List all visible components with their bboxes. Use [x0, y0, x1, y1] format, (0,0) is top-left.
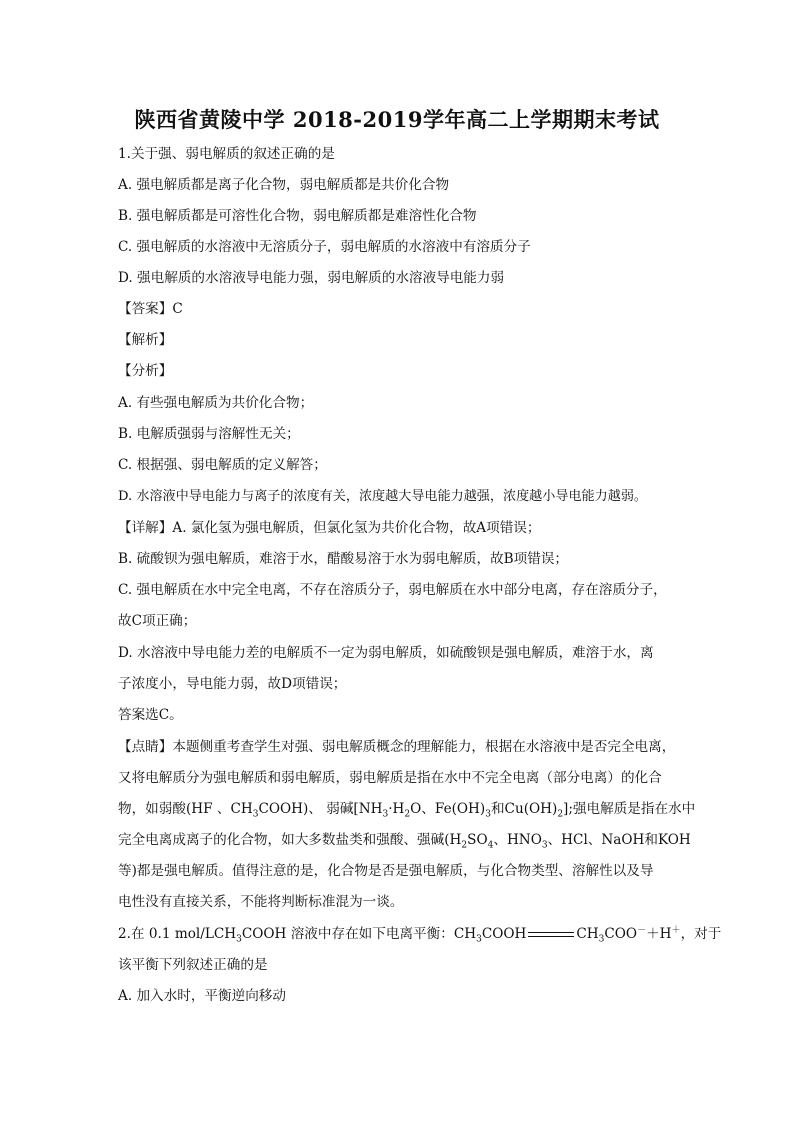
- point-line-2: 又将电解质分为强电解质和弱电解质，弱电解质是指在水中不完全电离（部分电离）的化合: [118, 770, 662, 786]
- analysis-d: D. 水溶液中导电能力与离子的浓度有关，浓度越大导电能力越强，浓度越小导电能力越弱。: [118, 489, 648, 504]
- option-c: C. 强电解质的水溶液中无溶质分子，弱电解质的水溶液中有溶质分子: [118, 239, 531, 255]
- analysis-c: C. 根据强、弱电解质的定义解答；: [118, 457, 327, 473]
- jiexi-label: 【解析】: [118, 332, 173, 348]
- page-title: 陕西省黄陵中学 2018-2019学年高二上学期期末考试: [134, 107, 660, 132]
- detail-c-line2: 故C项正确；: [118, 613, 197, 629]
- answer-choice: 答案选C。: [118, 707, 183, 723]
- point-line-5: 等)都是强电解质。值得注意的是，化合物是否是强电解质，与化合物类型、溶解性以及导: [118, 863, 654, 879]
- point-line-1: 【点睛】本题侧重考查学生对强、弱电解质概念的理解能力，根据在水溶液中是否完全电离，: [118, 739, 676, 755]
- fenxi-label: 【分析】: [118, 363, 173, 379]
- question-2-option-a: A. 加入水时，平衡逆向移动: [118, 988, 286, 1004]
- analysis-b: B. 电解质强弱与溶解性无关；: [118, 426, 300, 442]
- equilibrium-arrow-icon: [528, 931, 574, 939]
- point-line-3: 物，如弱酸(HF 、$CH_3COOH$)、 弱碱[$NH_3\cdot H_2O$、$Fe(OH)_3$和$Cu(OH)_2$];强电解质是指在水中: [118, 801, 696, 820]
- point-line-6: 电性没有直接关系，不能将判断标准混为一谈。: [118, 894, 404, 910]
- detail-a: 【详解】A. 氯化氢为强电解质，但氯化氢为共价化合物，故A项错误；: [118, 520, 541, 536]
- question-2-stem-line1: 2.在 0.1 mol/$LCH_3COOH$ 溶液中存在如下电离平衡：$CH_3COOH$ $CH_3COO^-+H^+$，对于: [118, 925, 722, 945]
- question-1-stem: 1.关于强、弱电解质的叙述正确的是: [118, 146, 335, 162]
- detail-b: B. 硫酸钡为强电解质，难溶于水，醋酸易溶于水为弱电解质，故B项错误；: [118, 551, 569, 567]
- point-line-4: 完全电离成离子的化合物，如大多数盐类和强酸、强碱($H_2SO_4$、$HNO_3$、HCl、NaOH和KOH: [118, 832, 691, 851]
- analysis-a: A. 有些强电解质为共价化合物；: [118, 395, 314, 411]
- detail-d-line1: D. 水溶液中导电能力差的电解质不一定为弱电解质，如硫酸钡是强电解质，难溶于水，离: [118, 645, 654, 661]
- option-b: B. 强电解质都是可溶性化合物，弱电解质都是难溶性化合物: [118, 208, 477, 224]
- option-d: D. 强电解质的水溶液导电能力强，弱电解质的水溶液导电能力弱: [118, 270, 505, 286]
- option-a: A. 强电解质都是离子化合物，弱电解质都是共价化合物: [118, 177, 450, 193]
- question-2-stem-line2: 该平衡下列叙述正确的是: [118, 957, 268, 973]
- detail-d-line2: 子浓度小，导电能力弱，故D项错误；: [118, 676, 347, 692]
- detail-c-line1: C. 强电解质在水中完全电离，不存在溶质分子，弱电解质在水中部分电离，存在溶质分子，: [118, 582, 667, 598]
- answer-label: 【答案】C: [118, 301, 183, 317]
